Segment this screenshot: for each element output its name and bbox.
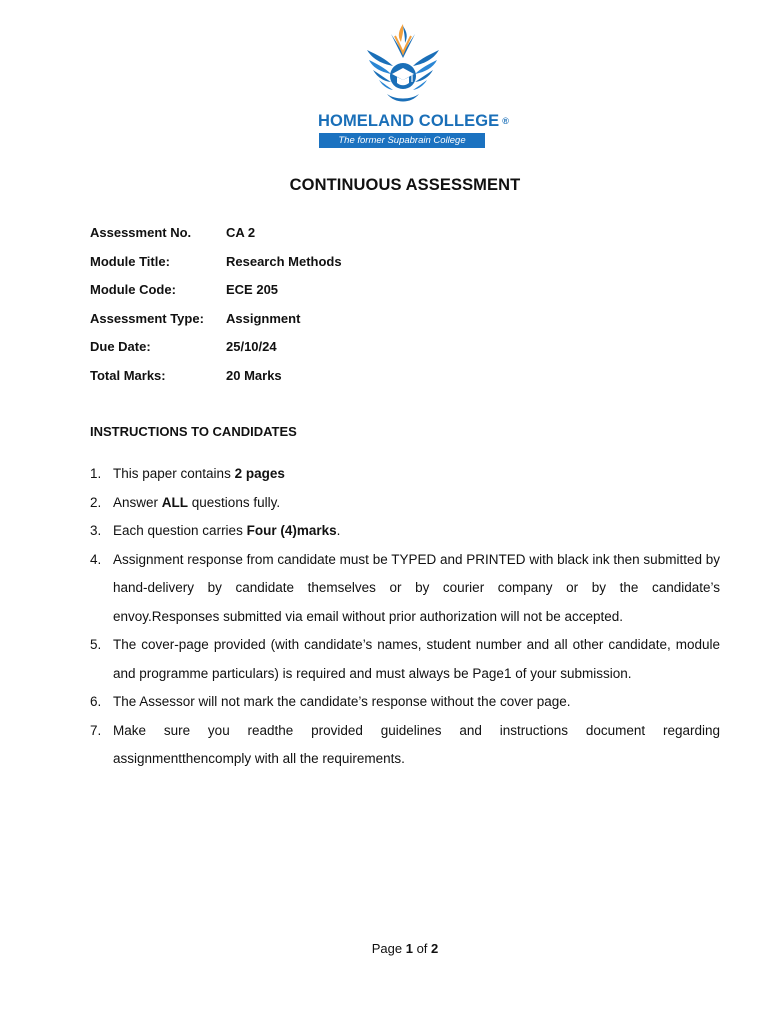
list-item [90, 489, 720, 518]
list-item [90, 631, 720, 688]
page-footer [0, 941, 768, 956]
of-word: of [412, 941, 432, 956]
assessment-details [90, 225, 590, 396]
detail-label: Due Date: [90, 339, 151, 354]
list-item [90, 717, 720, 774]
instruction-text-end: . [336, 523, 341, 538]
instruction-emphasis: Four (4)marks [246, 523, 337, 538]
list-item [90, 546, 720, 632]
instruction-text-end: Assignment response from candidate must be TYPED and PRINTED with black ink then submitted by hand-delivery by candidate themselves or by courier company or by the candidate’s envoy.Responses submitted via email without prior authorization will not be accepted. [113, 551, 720, 624]
instruction-text: Each question carries [113, 523, 247, 538]
detail-value: CA 2 [226, 225, 256, 240]
detail-label: Module Title: [90, 253, 170, 269]
list-number: 6. [90, 694, 102, 709]
list-item [90, 460, 720, 489]
college-tagline: The former Supabrain College [319, 133, 485, 148]
list-number: 1. [90, 466, 102, 481]
instruction-text-end: The Assessor will not mark the candidate’s response without the cover page. [113, 694, 571, 709]
total-page-count: 2 [431, 941, 439, 956]
detail-label: Module Code: [90, 282, 176, 297]
instruction-text-end: questions fully. [188, 494, 281, 510]
list-item [90, 688, 720, 717]
list-number: 5. [90, 637, 102, 652]
list-number: 4. [90, 551, 102, 567]
detail-row [90, 368, 590, 397]
list-number: 7. [90, 722, 102, 738]
registered-mark: ® [502, 116, 509, 126]
detail-value: Research Methods [226, 253, 342, 269]
detail-label: Total Marks: [90, 367, 166, 383]
instruction-emphasis: 2 pages [234, 466, 285, 481]
detail-row [90, 282, 590, 311]
detail-value: ECE 205 [226, 282, 279, 297]
instructions-heading: INSTRUCTIONS TO CANDIDATES [90, 424, 297, 439]
current-page-number: 1 [405, 941, 413, 956]
instruction-text: Answer [113, 494, 162, 510]
detail-row [90, 339, 590, 368]
instruction-text: This paper contains [113, 466, 235, 481]
list-number: 2. [90, 494, 102, 510]
instruction-emphasis: ALL [161, 494, 189, 510]
list-number: 3. [90, 523, 102, 538]
instructions-list [90, 460, 720, 774]
instruction-text-end: The cover-page provided (with candidate’s names, student number and all other candidate, module and programme particulars) is required and must always be Page1 of your submission. [113, 637, 720, 681]
detail-value: Assignment [226, 310, 301, 326]
college-name: HOMELAND COLLEGE ® [318, 112, 509, 130]
winged-graduation-cap-emblem-icon [361, 20, 445, 108]
document-title: CONTINUOUS ASSESSMENT [289, 176, 521, 194]
college-logo [0, 20, 768, 152]
list-item [90, 517, 720, 546]
detail-value: 25/10/24 [226, 339, 277, 354]
detail-row [90, 225, 590, 254]
detail-row [90, 311, 590, 340]
detail-label: Assessment Type: [90, 310, 204, 326]
detail-label: Assessment No. [90, 225, 192, 240]
detail-value: 20 Marks [226, 367, 282, 383]
instruction-text-end: Make sure you readthe provided guidelines and instructions document regarding assignmentthencomply with all the requirements. [113, 722, 720, 766]
detail-row [90, 254, 590, 283]
page-word: Page [371, 941, 406, 956]
